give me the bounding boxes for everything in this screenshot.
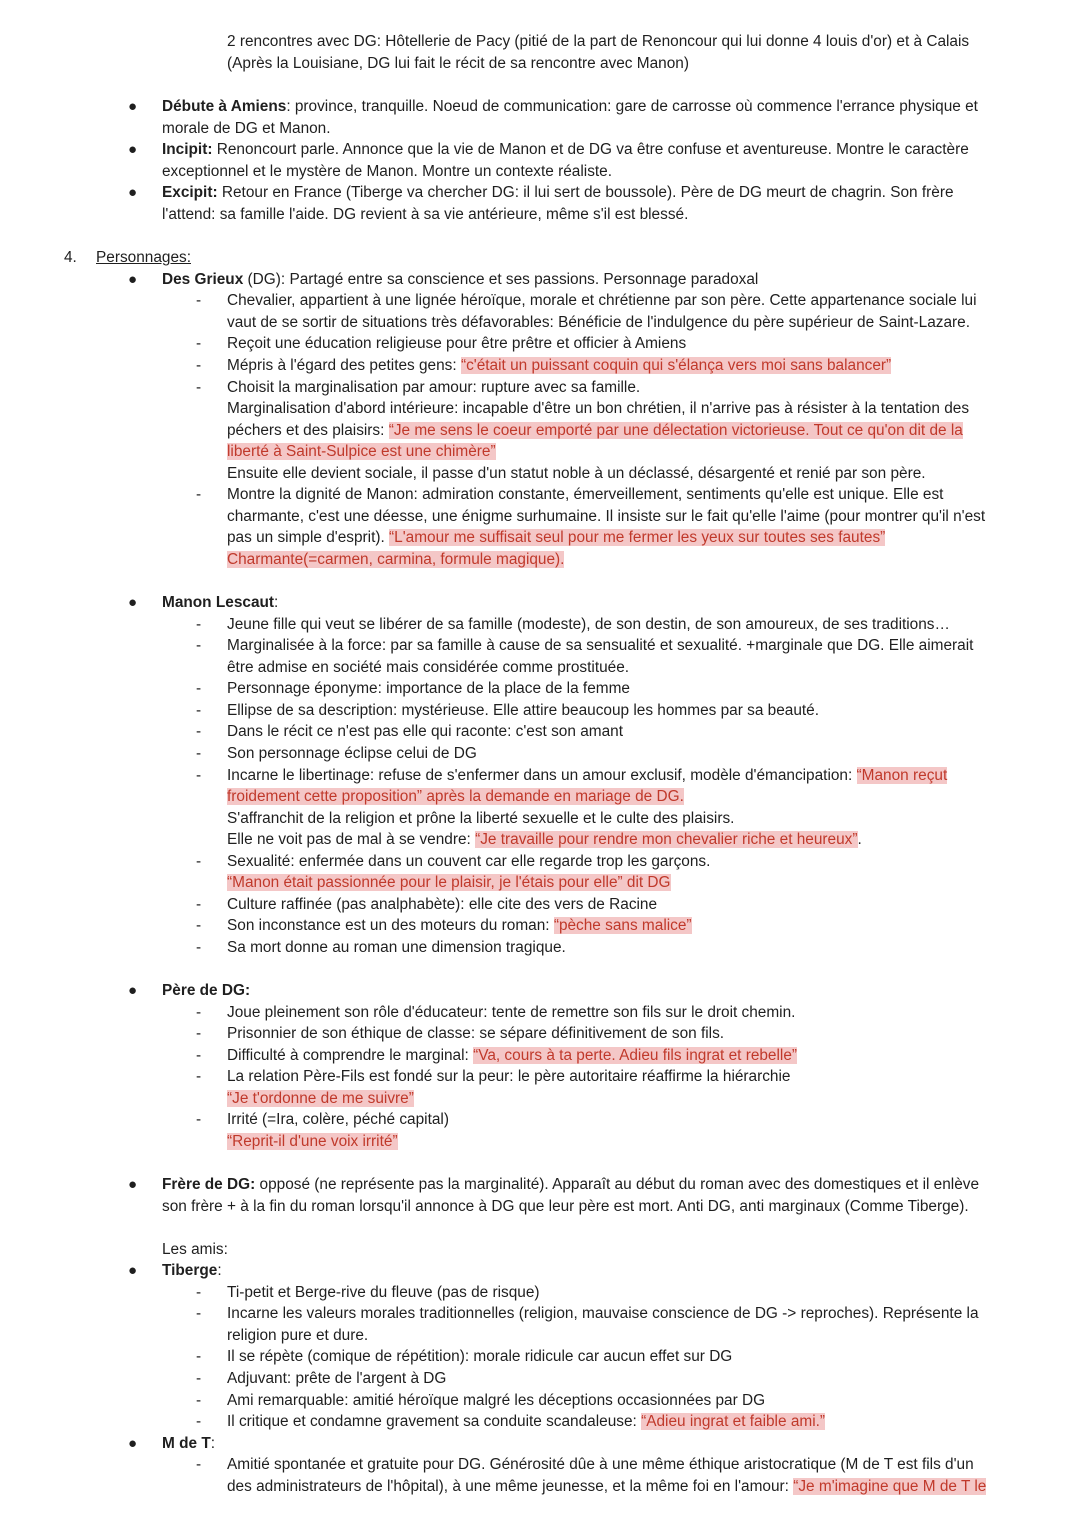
text-line: Marginalisée à la force: par sa famille à cause de sa sensualité et sexualité. +marginale que DG. Elle aimerait bbox=[227, 637, 974, 654]
dash-icon: - bbox=[196, 379, 202, 396]
dash-icon: - bbox=[196, 1284, 202, 1301]
text-line: Sexualité: enfermée dans un couvent car elle regarde trop les garçons. bbox=[227, 853, 711, 870]
text-line: Culture raffinée (pas analphabète): elle cite des vers de Racine bbox=[227, 896, 658, 913]
dash-icon: - bbox=[196, 1047, 202, 1064]
text-line: Débute à Amiens: province, tranquille. Noeud de communication: gare de carrosse où commence l'errance physique et bbox=[162, 98, 978, 115]
text-line: morale de DG et Manon. bbox=[162, 120, 331, 137]
text-line: “Reprit-il d'une voix irrité” bbox=[227, 1133, 398, 1150]
text-line: Sa mort donne au roman une dimension tragique. bbox=[227, 939, 566, 956]
dash-icon: - bbox=[196, 767, 202, 784]
text-line: froidement cette proposition” après la demande en mariage de DG. bbox=[227, 788, 684, 805]
dash-icon: - bbox=[196, 917, 202, 934]
subheading: Les amis: bbox=[162, 1241, 228, 1258]
text-line: Difficulté à comprendre le marginal: “Va, cours à ta perte. Adieu fils ingrat et rebelle” bbox=[227, 1047, 798, 1064]
dash-icon: - bbox=[196, 1456, 202, 1473]
bullet-icon: ● bbox=[128, 594, 138, 611]
text-line: Choisit la marginalisation par amour: rupture avec sa famille. bbox=[227, 379, 641, 396]
text-line: Ti-petit et Berge-rive du fleuve (pas de risque) bbox=[227, 1284, 540, 1301]
dash-icon: - bbox=[196, 335, 202, 352]
text-line: l'attend: sa famille l'aide. DG revient à sa vie antérieure, même s'il est blessé. bbox=[162, 206, 689, 223]
bullet-icon: ● bbox=[128, 271, 138, 288]
text-line: Ami remarquable: amitié héroïque malgré les déceptions occasionnées par DG bbox=[227, 1392, 766, 1409]
text-line: Son inconstance est un des moteurs du roman: “pèche sans malice” bbox=[227, 917, 692, 934]
text-line: (Après la Louisiane, DG lui fait le récit de sa rencontre avec Manon) bbox=[227, 55, 689, 72]
dash-icon: - bbox=[196, 853, 202, 870]
text-line: Ensuite elle devient sociale, il passe d'un statut noble à un déclassé, désargenté et renié par son père. bbox=[227, 465, 926, 482]
dash-icon: - bbox=[196, 1370, 202, 1387]
text-line: Jeune fille qui veut se libérer de sa famille (modeste), de son destin, de son amoureux, de ses traditions… bbox=[227, 616, 950, 633]
character-heading: Frère de DG: opposé (ne représente pas la marginalité). Apparaît au début du roman avec des domestiques et il enlève bbox=[162, 1176, 980, 1193]
text-line: charmante, c'est une déesse, une énigme surhumaine. Il insiste sur le fait qu'elle l'aime (pour montrer qu'il n'est bbox=[227, 508, 986, 525]
dash-icon: - bbox=[196, 637, 202, 654]
dash-icon: - bbox=[196, 357, 202, 374]
text-line: Irrité (=Ira, colère, péché capital) bbox=[227, 1111, 449, 1128]
bullet-icon: ● bbox=[128, 1176, 138, 1193]
character-heading: Manon Lescaut: bbox=[162, 594, 279, 611]
dash-icon: - bbox=[196, 1004, 202, 1021]
bullet-icon: ● bbox=[128, 141, 138, 158]
text-line: “Manon était passionnée pour le plaisir, je l'étais pour elle” dit DG bbox=[227, 874, 671, 891]
text-line: Mépris à l'égard des petites gens: “c'était un puissant coquin qui s'élança vers moi sans balancer” bbox=[227, 357, 892, 374]
dash-icon: - bbox=[196, 745, 202, 762]
text-line: Ellipse de sa description: mystérieuse. Elle attire beaucoup les hommes par sa beauté. bbox=[227, 702, 819, 719]
text-line: être admise en société mais considérée comme prostituée. bbox=[227, 659, 630, 676]
section-number: 4. bbox=[64, 249, 77, 266]
text-line: Amitié spontanée et gratuite pour DG. Générosité dûe à une même éthique aristocratique (M de T est fils d'un bbox=[227, 1456, 974, 1473]
text-line: des administrateurs de l'hôpital), à une même jeunesse, et la même foi en l'amour: “Je m'imagine que M de T le bbox=[227, 1478, 987, 1495]
text-line: Adjuvant: prête de l'argent à DG bbox=[227, 1370, 447, 1387]
text-line: religion pure et dure. bbox=[227, 1327, 369, 1344]
text-line: Personnage éponyme: importance de la place de la femme bbox=[227, 680, 630, 697]
text-line: péchers et des plaisirs: “Je me sens le coeur emporté par une délectation victorieuse. Tout ce qu'on dit de la bbox=[227, 422, 963, 439]
text-line: Il se répète (comique de répétition): morale ridicule car aucun effet sur DG bbox=[227, 1348, 733, 1365]
text-line: “Je t'ordonne de me suivre” bbox=[227, 1090, 414, 1107]
dash-icon: - bbox=[196, 486, 202, 503]
text-line: Reçoit une éducation religieuse pour être prêtre et officier à Amiens bbox=[227, 335, 687, 352]
dash-icon: - bbox=[196, 939, 202, 956]
dash-icon: - bbox=[196, 1111, 202, 1128]
text-line: Chevalier, appartient à une lignée héroïque, morale et chrétienne par son père. Cette appartenance sociale lui bbox=[227, 292, 977, 309]
dash-icon: - bbox=[196, 1392, 202, 1409]
dash-icon: - bbox=[196, 1025, 202, 1042]
text-line: Incarne le libertinage: refuse de s'enfermer dans un amour exclusif, modèle d'émancipation: “Manon reçut bbox=[227, 767, 948, 784]
dash-icon: - bbox=[196, 292, 202, 309]
text-line: Charmante(=carmen, carmina, formule magique). bbox=[227, 551, 565, 568]
dash-icon: - bbox=[196, 680, 202, 697]
dash-icon: - bbox=[196, 616, 202, 633]
character-heading: Tiberge: bbox=[162, 1262, 222, 1279]
text-line: Montre la dignité de Manon: admiration constante, émerveillement, sentiments qu'elle est unique. Elle est bbox=[227, 486, 944, 503]
text-line: Son personnage éclipse celui de DG bbox=[227, 745, 477, 762]
dash-icon: - bbox=[196, 1068, 202, 1085]
text-line: Incipit: Renoncourt parle. Annonce que la vie de Manon et de DG va être confuse et aventureuse. Montre le caractère bbox=[162, 141, 969, 158]
section-title: Personnages: bbox=[96, 249, 191, 266]
dash-icon: - bbox=[196, 702, 202, 719]
text-line: vaut de se sortir de situations très défavorables: Bénéficie de l'indulgence du père supérieur de Saint-Lazare. bbox=[227, 314, 970, 331]
dash-icon: - bbox=[196, 1348, 202, 1365]
character-heading: Père de DG: bbox=[162, 982, 251, 999]
text-line: Incarne les valeurs morales traditionnelles (religion, mauvaise conscience de DG -> reproches). Représente la bbox=[227, 1305, 979, 1322]
text-line: liberté à Saint-Sulpice est une chimère” bbox=[227, 443, 496, 460]
bullet-icon: ● bbox=[128, 982, 138, 999]
dash-icon: - bbox=[196, 1413, 202, 1430]
text-line: Excipit: Retour en France (Tiberge va chercher DG: il lui sert de boussole). Père de DG meurt de chagrin. Son frère bbox=[162, 184, 954, 201]
text-line: La relation Père-Fils est fondé sur la peur: le père autoritaire réaffirme la hiérarchie bbox=[227, 1068, 791, 1085]
dash-icon: - bbox=[196, 723, 202, 740]
bullet-icon: ● bbox=[128, 184, 138, 201]
dash-icon: - bbox=[196, 896, 202, 913]
bullet-icon: ● bbox=[128, 98, 138, 115]
dash-icon: - bbox=[196, 1305, 202, 1322]
text-line: Marginalisation d'abord intérieure: incapable d'être un bon chrétien, il n'arrive pas à résister à la tentation des bbox=[227, 400, 970, 417]
text-line: Joue pleinement son rôle d'éducateur: tente de remettre son fils sur le droit chemin. bbox=[227, 1004, 796, 1021]
character-heading: M de T: bbox=[162, 1435, 216, 1452]
text-line: Il critique et condamne gravement sa conduite scandaleuse: “Adieu ingrat et faible ami.” bbox=[227, 1413, 826, 1430]
text-line: pas un simple d'esprit). “L'amour me suffisait seul pour me fermer les yeux sur toutes ses fautes” bbox=[227, 529, 886, 546]
text-line: Elle ne voit pas de mal à se vendre: “Je travaille pour rendre mon chevalier riche et heureux”. bbox=[227, 831, 862, 848]
bullet-icon: ● bbox=[128, 1435, 138, 1452]
text-line: 2 rencontres avec DG: Hôtellerie de Pacy (pitié de la part de Renoncour qui lui donne 4 louis d'or) et à Calais bbox=[227, 33, 970, 50]
text-line: Prisonnier de son éthique de classe: se sépare définitivement de son fils. bbox=[227, 1025, 725, 1042]
text-line: son frère + à la fin du roman lorsqu'il annonce à DG que leur père est mort. Anti DG, anti marginaux (Comme Tiberge). bbox=[162, 1198, 969, 1215]
text-line: exceptionnel et le mystère de Manon. Montre un contexte réaliste. bbox=[162, 163, 612, 180]
text-line: S'affranchit de la religion et prône la liberté sexuelle et le culte des plaisirs. bbox=[227, 810, 735, 827]
bullet-icon: ● bbox=[128, 1262, 138, 1279]
text-line: Dans le récit ce n'est pas elle qui raconte: c'est son amant bbox=[227, 723, 623, 740]
character-heading: Des Grieux (DG): Partagé entre sa conscience et ses passions. Personnage paradoxal bbox=[162, 271, 759, 288]
